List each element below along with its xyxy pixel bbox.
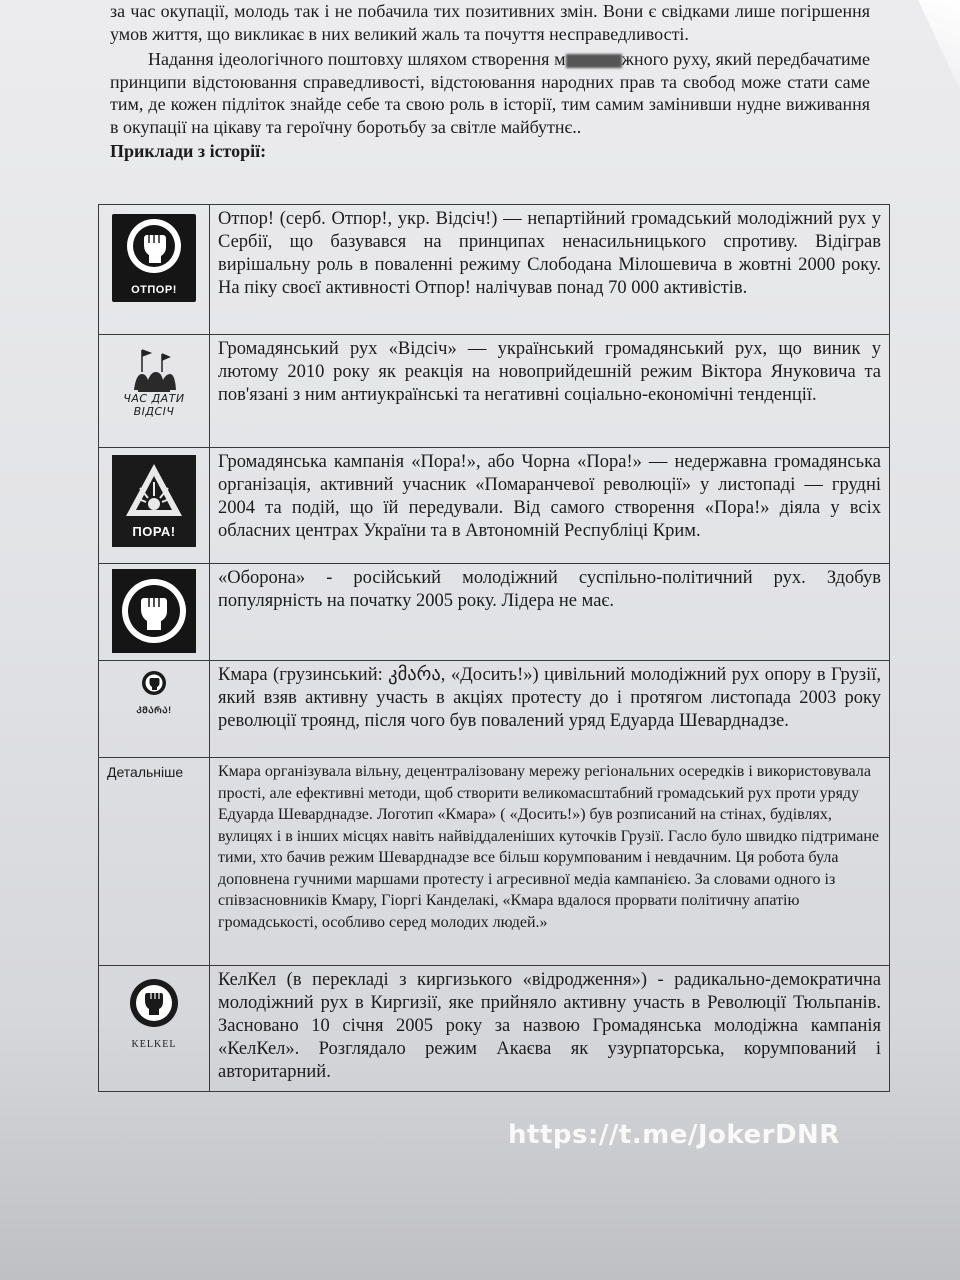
table-row bbox=[99, 205, 890, 335]
kmara-logo-caption: ᲙᲛᲐᲠᲐ! bbox=[136, 705, 172, 715]
table-row bbox=[99, 335, 890, 448]
oborona-logo bbox=[112, 569, 196, 653]
description-kmara-details: Кмара організувала вільну, децентралізовану мережу регіональних осередків і використовувала прості, але ефективні методи, щоб створити великомасштабний громадський рух проти уряду Едуарда Шеварднадзе. Логотип «Кмара» ( «Досить!») був розписаний на стінах, будівлях, вулицях і в інших місцях навіть найвіддаленіших куточків Грузії. Гасло було швидко підтримане тими, хто бачив режим Шеварднадзе все більш корумпованим і невдачним. Ця робота була доповнена гучними маршами протесту і агресивної медіа кампанією. За словами одного із співзасновників Кмару, Гіоргі Канделакі, «Кмара вдалося прорвати політичну апатію громадськості, особливо серед молодих людей.» bbox=[210, 758, 890, 966]
table-row bbox=[99, 564, 890, 661]
fist-circle-icon bbox=[123, 215, 185, 277]
logo-cell-otpor bbox=[99, 205, 210, 335]
vidsich-logo bbox=[107, 346, 201, 418]
kelkel-logo bbox=[107, 977, 201, 1056]
intro-paragraph-2-end: жного руху, який передбачатиме принципи відстоювання справедливості, відстоювання народних прав та свобод може стати саме тим, де кожен підліток знайде себе та свою роль в історії, тим самим замінивши нудне виживання в окупації на цікаву та героїчну боротьбу за світле майбутнє.. bbox=[110, 49, 871, 137]
otpor-logo bbox=[112, 214, 196, 302]
sun-triangle-icon bbox=[122, 460, 186, 520]
description-pora: Громадянська кампанія «Пора!», або Чорна «Пора!» — недержавна громадянська організація, активний учасник «Помаранчевої революції» у листопаді — грудні 2004 та подій, що їй передували. Від самого створення «Пора!» діяла у всіх обласних центрах України та в Автономній Республіці Крим. bbox=[210, 448, 890, 564]
pora-logo-caption: ПОРА! bbox=[132, 523, 176, 539]
table-row bbox=[99, 448, 890, 564]
table-row bbox=[99, 758, 890, 966]
description-kmara: Кмара (грузинський: კმარა, «Досить!») цивільний молодіжний рух опору в Грузії, який взяв активну участь в акціях протесту до і протягом листопада 2003 року революції троянд, після чого був повалений уряд Едуарда Шеварднадзе. bbox=[210, 661, 890, 758]
description-kelkel: КелКел (в перекладі з киргизького «відродження») - радикально-демократична молодіжний рух в Киргизії, яке прийняло активну участь в Революції Тюльпанів. Засновано 10 січня 2005 року за назвою Громадянська молодіжна кампанія «КелКел». Розглядало режим Акаєва як узурпаторська, корумпований і авторитарний. bbox=[210, 966, 890, 1092]
description-vidsich: Громадянський рух «Відсіч» — український громадянський рух, що виник у лютому 2010 року як реакція на новоприйдешній режим Віктора Януковича та пов'язані з ним антиукраїнські та негативні соціально-економічні тенденції. bbox=[210, 335, 890, 448]
fist-circle-icon bbox=[118, 575, 190, 647]
vidsich-caption-line1: ЧАС ДАТИ bbox=[123, 392, 185, 405]
intro-text bbox=[110, 0, 870, 163]
vidsich-caption-line2: ВІДСІЧ bbox=[133, 405, 175, 418]
table-row bbox=[99, 661, 890, 758]
intro-paragraph-1: за час окупації, молодь так і не побачила тих позитивних змін. Вони є свідками лише погіршення умов життя, що викликає в них великий жаль та почуття несправедливості. bbox=[110, 1, 870, 44]
logo-cell-kelkel bbox=[99, 966, 210, 1092]
fist-circle-icon bbox=[141, 670, 167, 696]
description-otpor: Отпор! (серб. Отпор!, укр. Відсіч!) — непартійний громадський молодіжний рух у Сербії, що базувався на принципах ненасильницького спротиву. Відіграв вирішальну роль в поваленні режиму Слободана Мілошевича в жовтні 2000 року. На піку своєї активності Отпор! налічував понад 70 000 активістів. bbox=[210, 205, 890, 335]
pora-logo bbox=[112, 455, 196, 547]
details-label: Детальніше bbox=[99, 758, 210, 966]
examples-table bbox=[98, 204, 890, 1092]
redaction-mark bbox=[566, 54, 622, 68]
table-row bbox=[99, 966, 890, 1092]
watermark-link: https://t.me/JokerDNR bbox=[508, 1120, 840, 1150]
kmara-logo bbox=[107, 670, 201, 722]
intro-paragraph-2-start: Надання ідеологічного поштовху шляхом створення м bbox=[148, 49, 566, 69]
logo-cell-oborona bbox=[99, 564, 210, 661]
fist-circle-icon bbox=[128, 977, 180, 1029]
logo-cell-kmara bbox=[99, 661, 210, 758]
kelkel-logo-caption: KELKEL bbox=[131, 1039, 177, 1050]
intro-paragraph-2 bbox=[110, 48, 870, 138]
logo-cell-pora bbox=[99, 448, 210, 564]
logo-cell-vidsich bbox=[99, 335, 210, 448]
section-heading: Приклади з історії: bbox=[110, 141, 267, 161]
crowd-flag-icon bbox=[128, 346, 180, 392]
description-oborona: «Оборона» - російський молодіжний суспільно-політичний рух. Здобув популярність на початку 2005 року. Лідера не має. bbox=[210, 564, 890, 661]
otpor-logo-caption: ОТПОР! bbox=[131, 283, 177, 296]
